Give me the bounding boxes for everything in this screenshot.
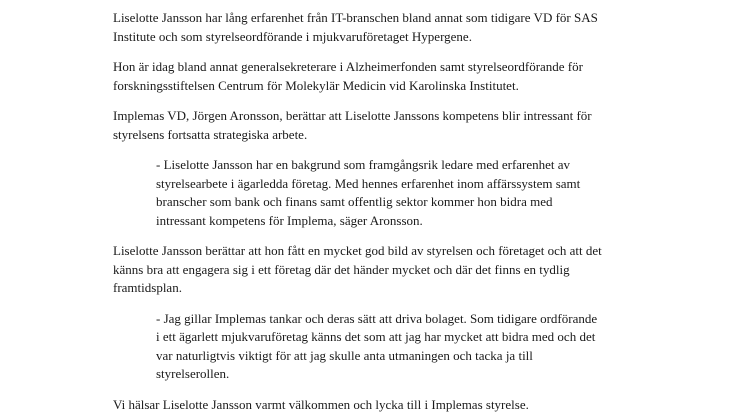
paragraph-welcome xyxy=(113,396,653,415)
text-line: forskningsstiftelsen Centrum för Molekylär Medicin vid Karolinska Institutet. xyxy=(113,77,519,93)
text-line: styrelsearbete i ägarledda företag. Med hennes erfarenhet inom affärssystem samt xyxy=(156,175,581,191)
text-line: - Liselotte Jansson har en bakgrund som framgångsrik ledare med erfarenhet av xyxy=(156,157,571,172)
text-line: Liselotte Jansson har lång erfarenhet från IT-branschen bland annat som tidigare VD för SAS xyxy=(113,10,598,25)
quote-aronsson xyxy=(156,156,653,230)
document-body xyxy=(113,9,653,414)
paragraph-ceo-statement xyxy=(113,107,653,144)
text-line: Implemas VD, Jörgen Aronsson, berättar att Liselotte Janssons kompetens blir intressant för xyxy=(113,108,592,123)
text-line: intressant kompetens för Implema, säger Aronsson. xyxy=(156,212,423,228)
text-line: styrelsens fortsatta strategiska arbete. xyxy=(113,126,308,142)
text-line: - Jag gillar Implemas tankar och deras sätt att driva bolaget. Som tidigare ordförande xyxy=(156,310,598,326)
paragraph-jansson-view xyxy=(113,242,653,298)
text-line: Institute och som styrelseordförande i mjukvaruföretaget Hypergene. xyxy=(113,28,472,44)
text-line: känns bra att engagera sig i ett företag där det händer mycket och där det finns en tydlig xyxy=(113,261,570,277)
text-line: Liselotte Jansson berättar att hon fått en mycket god bild av styrelsen och företaget och att det xyxy=(113,243,602,258)
text-line: Vi hälsar Liselotte Jansson varmt välkommen och lycka till i Implemas styrelse. xyxy=(113,396,529,412)
paragraph-experience xyxy=(113,9,653,46)
paragraph-current-roles xyxy=(113,58,653,95)
text-line: var naturligtvis viktigt för att jag skulle anta utmaningen och tacka ja till xyxy=(156,347,533,363)
text-line: branscher som bank och finans samt offentlig sektor kommer hon bidra med xyxy=(156,194,553,209)
text-line: styrelserollen. xyxy=(156,366,230,381)
text-line: framtidsplan. xyxy=(113,280,182,295)
text-line: Hon är idag bland annat generalsekreterare i Alzheimerfonden samt styrelseordförande för xyxy=(113,59,583,74)
quote-jansson xyxy=(156,310,653,384)
text-line: i ett ägarlett mjukvaruföretag känns det som att jag har mycket att bidra med och det xyxy=(156,329,596,344)
